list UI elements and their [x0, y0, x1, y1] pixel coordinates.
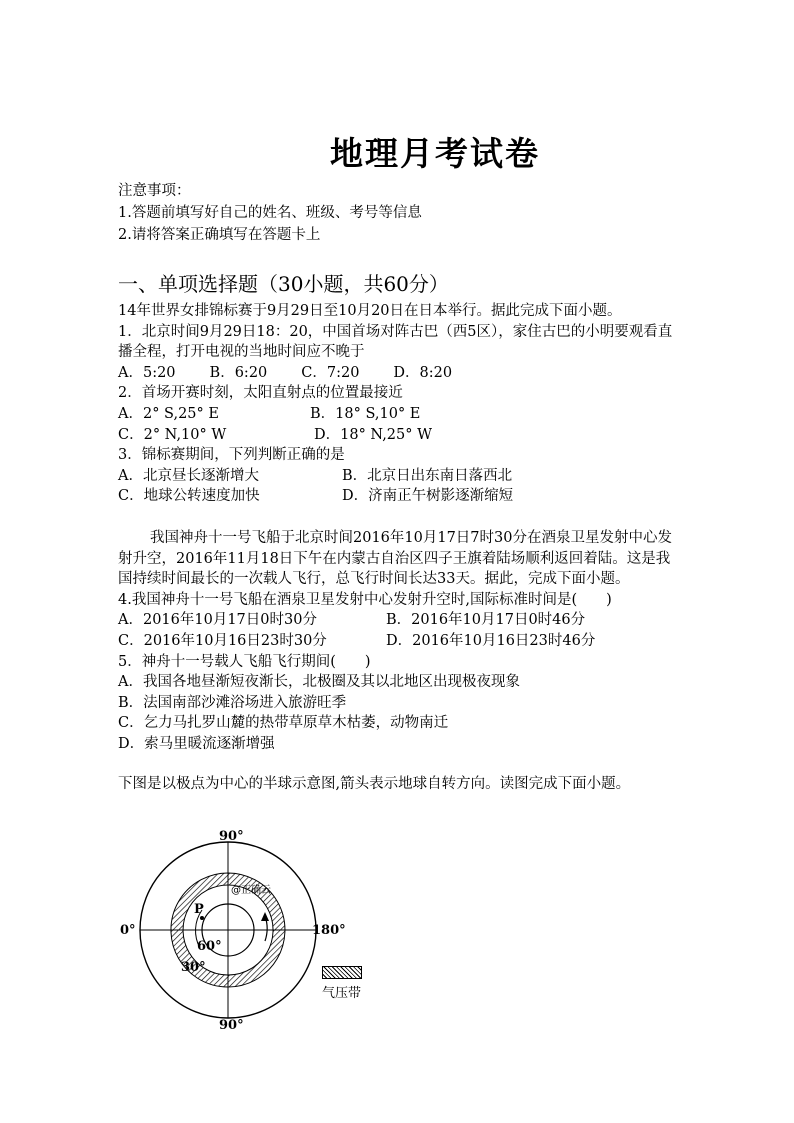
q5-option-c: C．乞力马扎罗山麓的热带草原草木枯萎，动物南迁	[118, 715, 449, 732]
q2-options-row1	[118, 404, 678, 425]
q2-option-a: A．2° S,25° E	[118, 405, 219, 422]
q5-stem: 5．神舟十一号载人飞船飞行期间( )	[118, 653, 371, 670]
q4-option-a: A．2016年10月17日0时30分	[118, 612, 317, 629]
q4-option-b: B．2016年10月17日0时46分	[386, 612, 586, 629]
q2-stem: 2．首场开赛时刻，太阳直射点的位置最接近	[118, 385, 403, 402]
question-content	[118, 301, 678, 795]
hemisphere-diagram	[118, 826, 378, 1032]
group1-intro: 14年世界女排锦标赛于9月29日至10月20日在日本举行。据此完成下面小题。	[118, 303, 622, 319]
page-title: 地理月考试卷	[330, 134, 540, 173]
rotation-arrowhead	[261, 912, 269, 921]
watermark-text: @正确云	[231, 885, 271, 896]
q3-option-d: D．济南正午树影逐渐缩短	[342, 488, 514, 505]
notes-block	[118, 180, 422, 246]
q3-stem: 3．锦标赛期间，下列判断正确的是	[118, 447, 345, 464]
q1-option-c: C．7:20	[301, 364, 360, 381]
section-heading: 一、单项选择题（30小题，共60分）	[118, 272, 449, 296]
q1-option-d: D．8:20	[393, 364, 453, 381]
q2-option-d: D．18° N,25° W	[314, 426, 433, 443]
q2-option-c: C．2° N,10° W	[118, 426, 227, 443]
q4-options-row1	[118, 610, 678, 631]
q1-stem: 1．北京时间9月29日18：20，中国首场对阵古巴（西5区），家住古巴的小明要观看直播全程，打开电视的当地时间应不晚于	[118, 323, 673, 361]
q3-option-a: A．北京昼长逐渐增大	[118, 467, 259, 484]
group2-intro: 我国神舟十一号飞船于北京时间2016年10月17日7时30分在酒泉卫星发射中心发射升空，2016年11月18日下午在内蒙古自治区四子王旗着陆场顺利返回着陆。这是我国持续时间最长的一次载人飞行，总飞行时间长达33天。据此，完成下面小题。	[118, 529, 672, 588]
q1-option-b: B．6:20	[209, 364, 268, 381]
notes-item: 2.请将答案正确填写在答题卡上	[118, 227, 321, 243]
q4-stem: 4.我国神舟十一号飞船在酒泉卫星发射中心发射升空时,国际标准时间是( )	[118, 591, 612, 608]
label-60: 60°	[197, 939, 222, 954]
label-bottom-90: 90°	[219, 1018, 244, 1032]
notes-item: 1.答题前填写好自己的姓名、班级、考号等信息	[118, 205, 422, 221]
q3-option-b: B．北京日出东南日落西北	[342, 467, 513, 484]
label-p: P	[194, 902, 204, 917]
hemisphere-svg	[118, 826, 378, 1032]
q4-option-d: D．2016年10月16日23时46分	[386, 632, 596, 649]
q1-options	[118, 363, 678, 384]
q3-options-row1	[118, 466, 678, 487]
q3-option-c: C．地球公转速度加快	[118, 488, 260, 505]
label-right-180: 180°	[312, 923, 346, 938]
legend-hatch-swatch	[322, 966, 362, 979]
legend-label: 气压带	[322, 986, 362, 1001]
label-top-90: 90°	[219, 829, 244, 844]
q5-option-b: B．法国南部沙滩浴场进入旅游旺季	[118, 694, 347, 711]
label-30: 30°	[181, 960, 206, 975]
q1-option-a: A．5:20	[118, 364, 176, 381]
q2-options-row2	[118, 425, 678, 446]
q3-options-row2	[118, 486, 678, 507]
notes-heading: 注意事项：	[118, 183, 191, 199]
q4-options-row2	[118, 631, 678, 652]
q4-option-c: C．2016年10月16日23时30分	[118, 632, 327, 649]
label-left-0: 0°	[120, 923, 136, 938]
q5-option-d: D．索马里暖流逐渐增强	[118, 735, 275, 752]
group3-intro: 下图是以极点为中心的半球示意图,箭头表示地球自转方向。读图完成下面小题。	[118, 776, 631, 793]
q5-option-a: A．我国各地昼渐短夜渐长，北极圈及其以北地区出现极夜现象	[118, 674, 520, 691]
q2-option-b: B．18° S,10° E	[310, 405, 421, 422]
